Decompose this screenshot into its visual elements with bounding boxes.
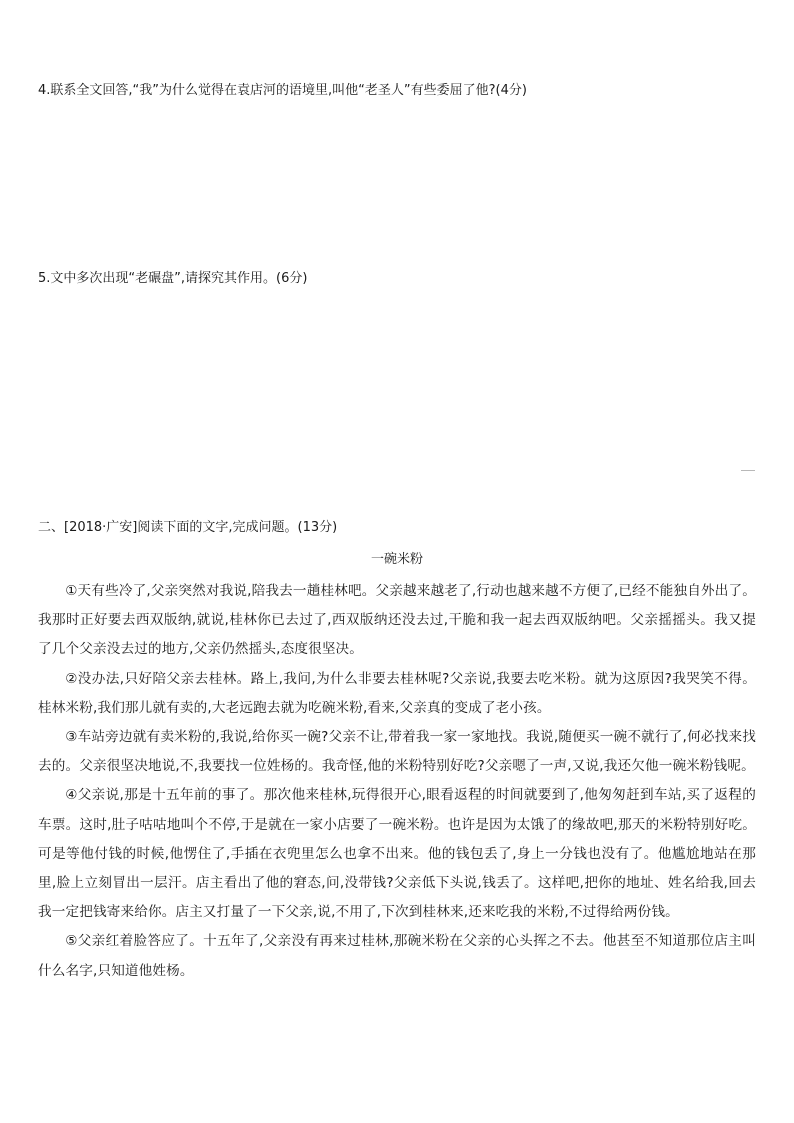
margin-mark	[741, 470, 755, 471]
question-5: 5.文中多次出现“老碾盘”,请探究其作用。(6分)	[38, 271, 308, 286]
article-body	[38, 577, 756, 986]
paragraph-2: ②没办法,只好陪父亲去桂林。路上,我问,为什么非要去桂林呢?父亲说,我要去吃米粉。就为这原因?我哭笑不得。桂林米粉,我们那儿就有卖的,大老远跑去就为吃碗米粉,看来,父亲真的变成了老小孩。	[38, 670, 756, 716]
article-title: 一碗米粉	[370, 552, 423, 567]
paragraph-1: ①天有些冷了,父亲突然对我说,陪我去一趟桂林吧。父亲越来越老了,行动也越来越不方便了,已经不能独自外出了。我那时正好要去西双版纳,就说,桂林你已去过了,西双版纳还没去过,干脆和我一起去西双版纳吧。父亲摇摇头。我又提了几个父亲没去过的地方,父亲仍然摇头,态度很坚决。	[38, 583, 756, 658]
paragraph-3: ③车站旁边就有卖米粉的,我说,给你买一碗?父亲不让,带着我一家一家地找。我说,随便买一碗不就行了,何必找来找去的。父亲很坚决地说,不,我要找一位姓杨的。我奇怪,他的米粉特别好吃?父亲嗯了一声,又说,我还欠他一碗米粉钱呢。	[38, 729, 756, 775]
question-4: 4.联系全文回答,“我”为什么觉得在袁店河的语境里,叫他“老圣人”有些委屈了他?(4分)	[38, 83, 527, 98]
section-heading: 二、[2018·广安]阅读下面的文字,完成问题。(13分)	[38, 520, 338, 535]
paragraph-5: ⑤父亲红着脸答应了。十五年了,父亲没有再来过桂林,那碗米粉在父亲的心头挥之不去。他甚至不知道那位店主叫什么名字,只知道他姓杨。	[38, 933, 756, 979]
paragraph-4: ④父亲说,那是十五年前的事了。那次他来桂林,玩得很开心,眼看返程的时间就要到了,他匆匆赶到车站,买了返程的车票。这时,肚子咕咕地叫个不停,于是就在一家小店要了一碗米粉。也许是因为太饿了的缘故吧,那天的米粉特别好吃。可是等他付钱的时候,他愣住了,手插在衣兜里怎么也拿不出来。他的钱包丢了,身上一分钱也没有了。他尴尬地站在那里,脸上立刻冒出一层汗。店主看出了他的窘态,问,没带钱?父亲低下头说,钱丢了。这样吧,把你的地址、姓名给我,回去我一定把钱寄来给你。店主又打量了一下父亲,说,不用了,下次到桂林来,还来吃我的米粉,不过得给两份钱。	[38, 787, 756, 921]
